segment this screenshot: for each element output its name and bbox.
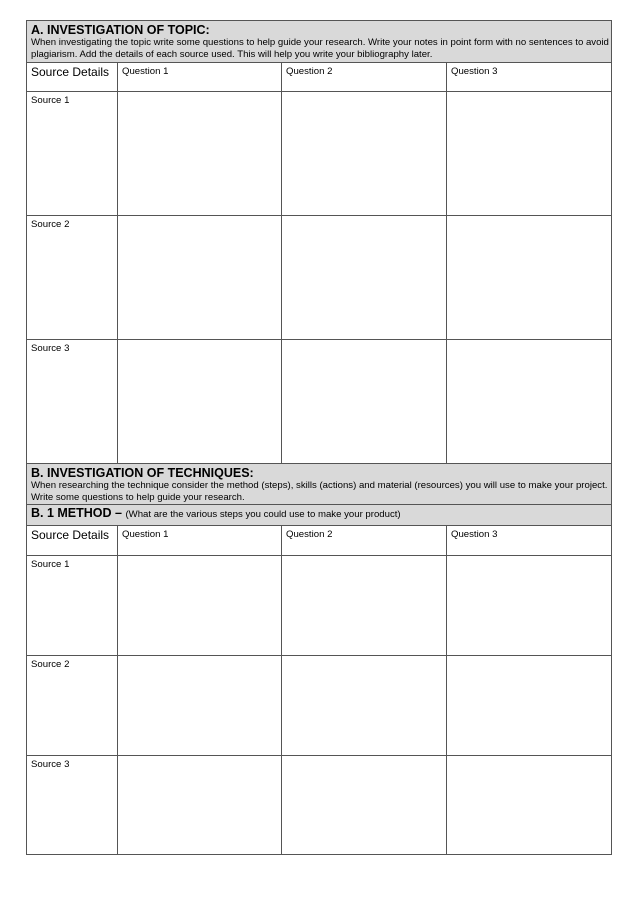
row-label-source-3: Source 3 bbox=[27, 340, 118, 464]
answer-cell[interactable] bbox=[447, 656, 612, 756]
answer-cell[interactable] bbox=[118, 216, 282, 340]
table-row bbox=[27, 216, 612, 340]
column-header-question-1: Question 1 bbox=[118, 63, 282, 92]
answer-cell[interactable] bbox=[447, 756, 612, 855]
section-a-instructions: When investigating the topic write some questions to help guide your research. Write your notes in point form with no sentences to avoid plagiarism. Add the details of each source used. This will help you write your bibliography later. bbox=[31, 37, 609, 60]
column-header-source-details: Source Details bbox=[27, 526, 118, 556]
row-label-source-2: Source 2 bbox=[27, 216, 118, 340]
answer-cell[interactable] bbox=[118, 340, 282, 464]
answer-cell[interactable] bbox=[447, 92, 612, 216]
answer-cell[interactable] bbox=[118, 556, 282, 656]
answer-cell[interactable] bbox=[282, 340, 447, 464]
table-row bbox=[27, 756, 612, 855]
section-a-title: A. INVESTIGATION OF TOPIC: bbox=[31, 23, 210, 37]
row-label-source-2: Source 2 bbox=[27, 656, 118, 756]
row-label-source-1: Source 1 bbox=[27, 92, 118, 216]
answer-cell[interactable] bbox=[118, 92, 282, 216]
method-subtitle: (What are the various steps you could use to make your product) bbox=[125, 509, 401, 520]
table-row bbox=[27, 92, 612, 216]
method-header bbox=[27, 505, 612, 526]
table-row bbox=[27, 656, 612, 756]
answer-cell[interactable] bbox=[118, 656, 282, 756]
column-header-question-2: Question 2 bbox=[282, 63, 447, 92]
answer-cell[interactable] bbox=[282, 556, 447, 656]
section-b-title: B. INVESTIGATION OF TECHNIQUES: bbox=[31, 466, 254, 480]
column-header-question-3: Question 3 bbox=[447, 63, 612, 92]
column-header-question-2: Question 2 bbox=[282, 526, 447, 556]
section-b-header bbox=[27, 464, 612, 505]
answer-cell[interactable] bbox=[447, 216, 612, 340]
section-b-instructions: When researching the technique consider the method (steps), skills (actions) and material (resources) you will use to make your project. Write some questions to help guide your research. bbox=[31, 480, 608, 503]
answer-cell[interactable] bbox=[282, 92, 447, 216]
method-title: B. 1 METHOD – bbox=[31, 506, 126, 520]
answer-cell[interactable] bbox=[282, 656, 447, 756]
column-header-question-1: Question 1 bbox=[118, 526, 282, 556]
column-header-source-details: Source Details bbox=[27, 63, 118, 92]
techniques-investigation-table bbox=[26, 463, 612, 855]
column-header-question-3: Question 3 bbox=[447, 526, 612, 556]
table-row bbox=[27, 340, 612, 464]
answer-cell[interactable] bbox=[282, 756, 447, 855]
section-a-header bbox=[27, 21, 612, 63]
topic-investigation-table bbox=[26, 20, 612, 464]
answer-cell[interactable] bbox=[447, 340, 612, 464]
table-row bbox=[27, 556, 612, 656]
row-label-source-3: Source 3 bbox=[27, 756, 118, 855]
row-label-source-1: Source 1 bbox=[27, 556, 118, 656]
answer-cell[interactable] bbox=[118, 756, 282, 855]
answer-cell[interactable] bbox=[447, 556, 612, 656]
answer-cell[interactable] bbox=[282, 216, 447, 340]
